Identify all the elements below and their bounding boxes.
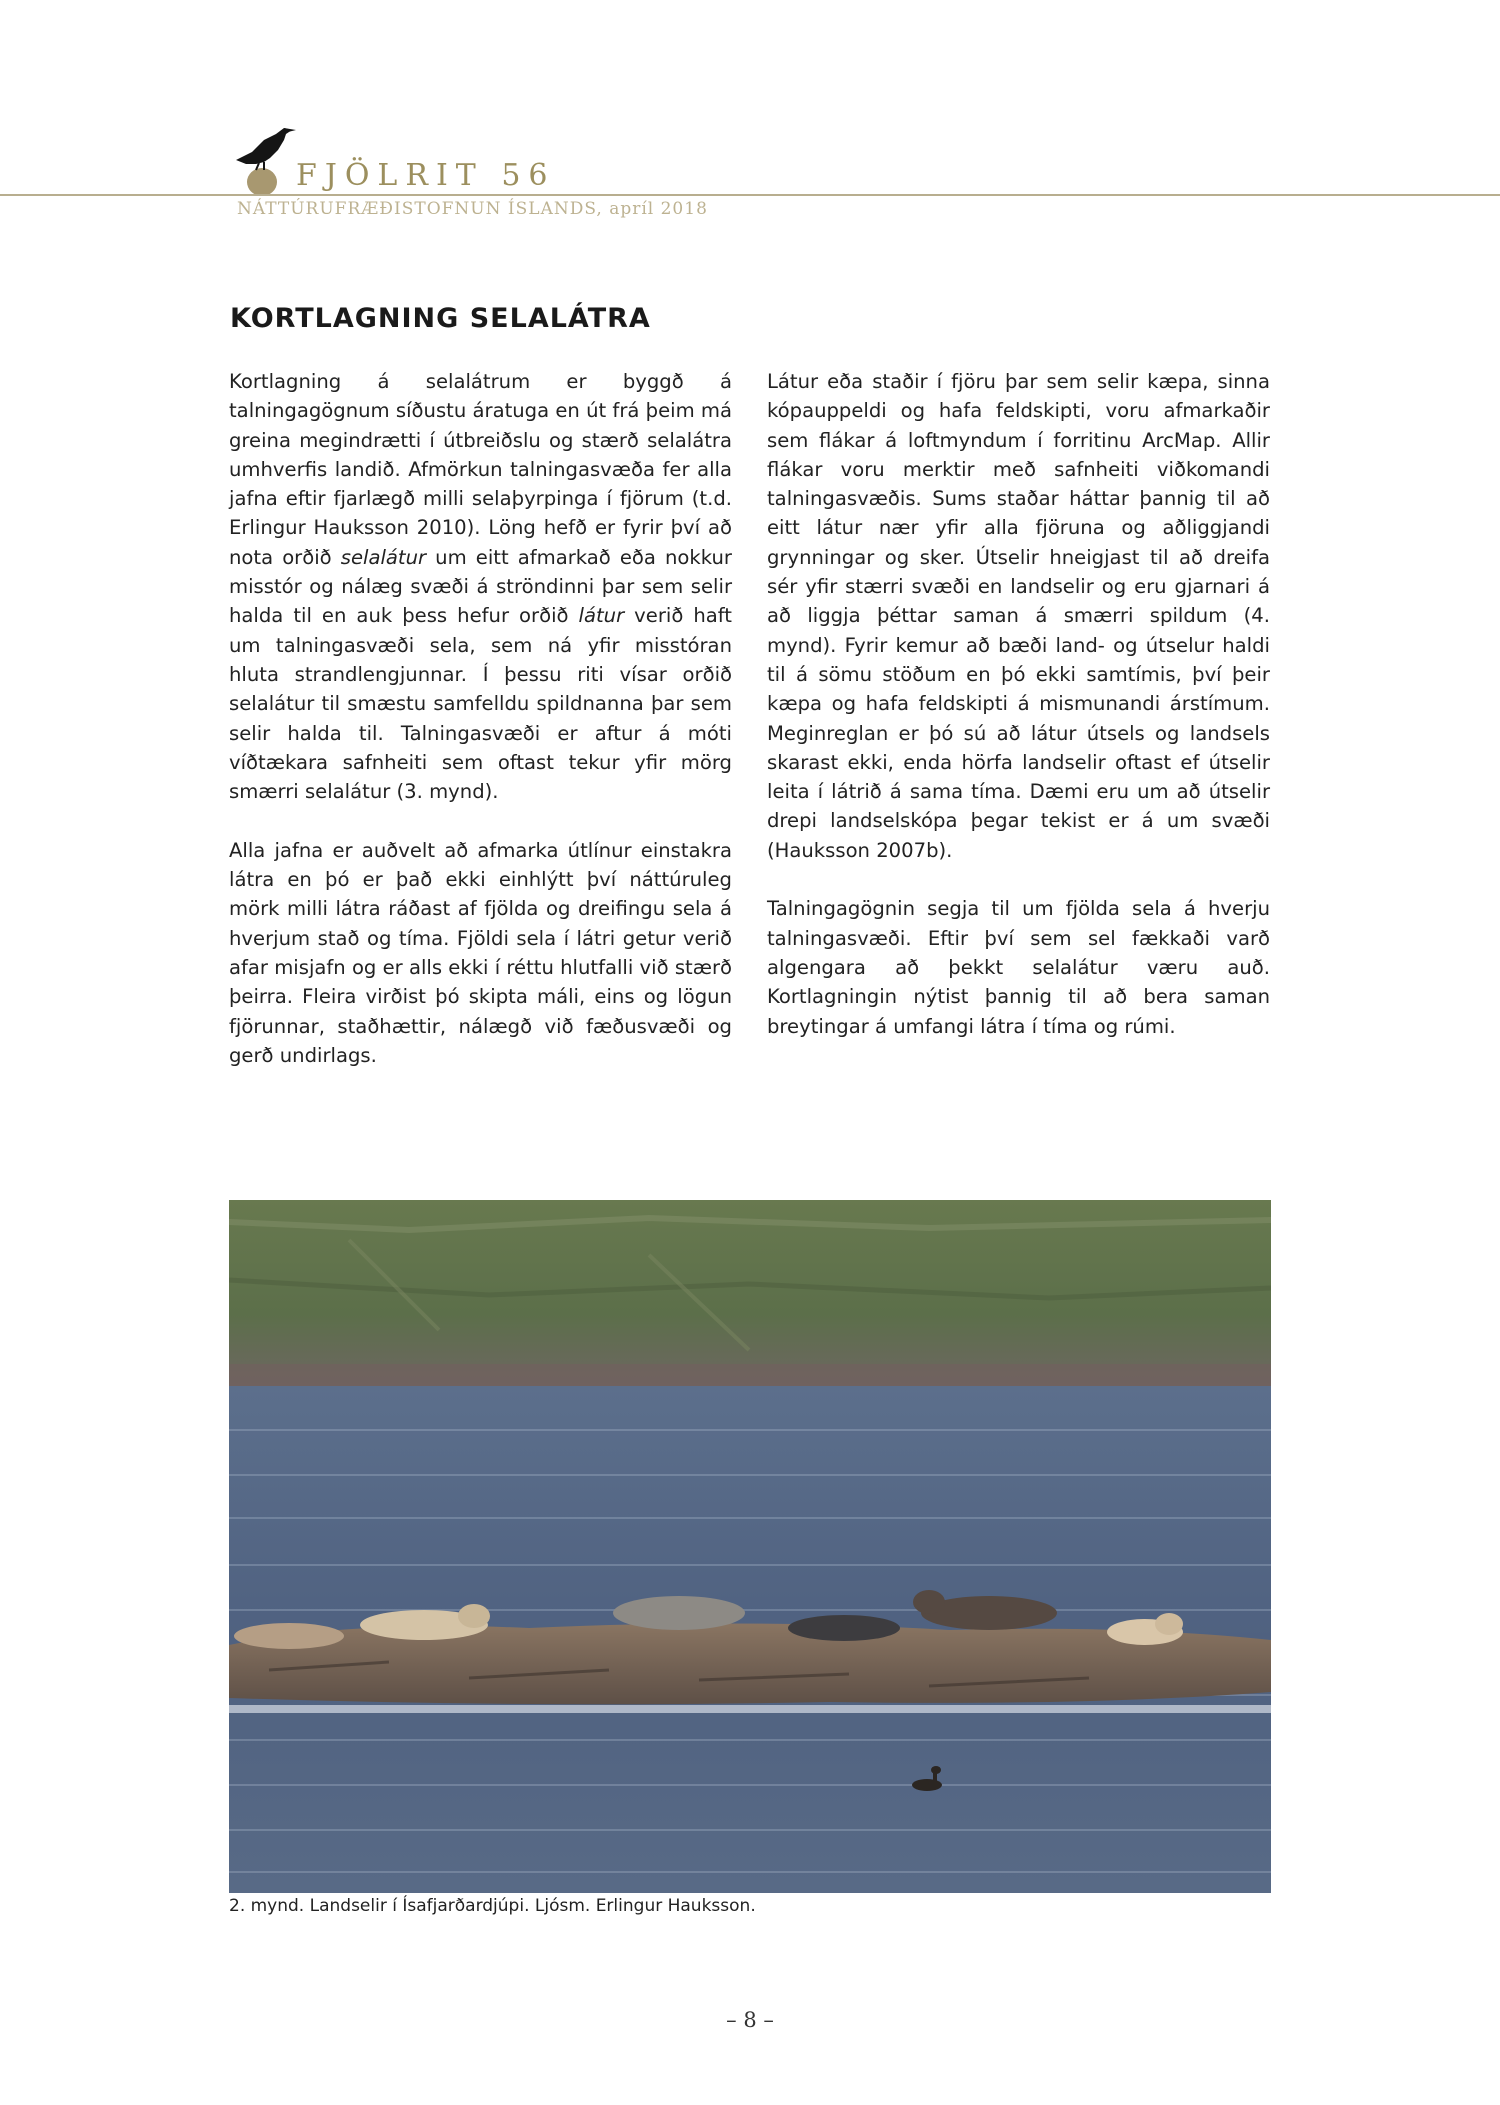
term-selalatur: selalátur <box>340 545 427 569</box>
header-rule <box>0 194 1500 196</box>
page-number: – 8 – <box>726 2008 774 2032</box>
seal-photo <box>229 1200 1271 1893</box>
left-p1-text-2: um eitt afmarkað eða nokkur misstór og nálæg svæði á ströndinni þar sem selir halda til en auk þess hefur orðið <box>229 545 732 628</box>
left-paragraph-1 <box>229 367 732 806</box>
right-paragraph-2: Talningagögnin segja til um fjölda sela á hverju talningasvæði. Eftir því sem sel fækkaði varð algengara að þekkt selalátur væru auð. Kortlagningin nýtist þannig til að bera saman breytingar á umfangi látra í tíma og rúmi. <box>767 897 1270 1038</box>
right-column <box>767 367 1270 1070</box>
figure-caption: 2. mynd. Landselir í Ísafjarðardjúpi. Ljósm. Erlingur Hauksson. <box>229 1896 756 1916</box>
right-paragraph-1: Látur eða staðir í fjöru þar sem selir kæpa, sinna kópauppeldi og hafa feldskipti, voru afmarkaðir sem flákar á loftmyndum í forritinu ArcMap. Allir flákar voru merktir með safnheiti viðkomandi talningasvæðis. Sums staðar háttar þannig til að eitt látur nær yfir alla fjöruna og aðliggjandi grynningar og sker. Útselir hneigjast til að dreifa sér yfir stærri svæði en landselir og eru gjarnari á að liggja þéttar saman á smærri spildum (4. mynd). Fyrir kemur að bæði land- og útselur haldi til á sömu stöðum en þó ekki samtímis, því þeir kæpa og hafa feldskipti á mismunandi árstímum. Meginreglan er þó sú að látur útsels og landsels skarast ekki, enda hörfa landselir oftast ef útselir leita í látrið á sama tíma. Dæmi eru um að útselir drepi landselskópa þegar tekist er á um svæði (Hauksson 2007b). <box>767 370 1270 862</box>
section-title: KORTLAGNING SELALÁTRA <box>230 303 651 334</box>
left-column <box>229 367 732 1099</box>
hillside <box>229 1200 1271 1390</box>
raven-logo-icon <box>226 118 298 194</box>
left-p1-text-3: verið haft um talningasvæði sela, sem ná yfir misstóran hluta strandlengjunnar. Í þessu riti vísar orðið selalátur til smæstu samfelldu spildnanna þar sem selir halda til. Talningasvæði er aftur á móti víðtækara safnheiti sem oftast tekur yfir mörg smærri selalátur (3. mynd). <box>229 604 732 804</box>
series-subtitle: NÁTTÚRUFRÆÐISTOFNUN ÍSLANDS, apríl 2018 <box>237 199 708 219</box>
left-paragraph-2: Alla jafna er auðvelt að afmarka útlínur einstakra látra en þó er það ekki einhlýtt því náttúruleg mörk milli látra ráðast af fjölda og dreifingu sela á hverjum stað og tíma. Fjöldi sela í látri getur verið afar misjafn og er alls ekki í réttu hlutfalli við stærð þeirra. Fleira virðist þó skipta máli, eins og lögun fjörunnar, staðhættir, nálægð við fæðusvæði og gerð undirlags. <box>229 838 732 1067</box>
term-latur: látur <box>578 604 625 628</box>
left-p1-text-1: Kortlagning á selalátrum er byggð á talningagögnum síðustu áratuga en út frá þeim má greina megindrætti í útbreiðslu og stærð selalátra umhverfis landið. Afmörkun talningasvæða fer alla jafna eftir fjarlægð milli selaþyrpinga í fjörum (t.d. Erlingur Hauksson 2010). Löng hefð er fyrir því að nota orðið <box>229 370 732 569</box>
series-title: FJÖLRIT 56 <box>296 158 556 193</box>
